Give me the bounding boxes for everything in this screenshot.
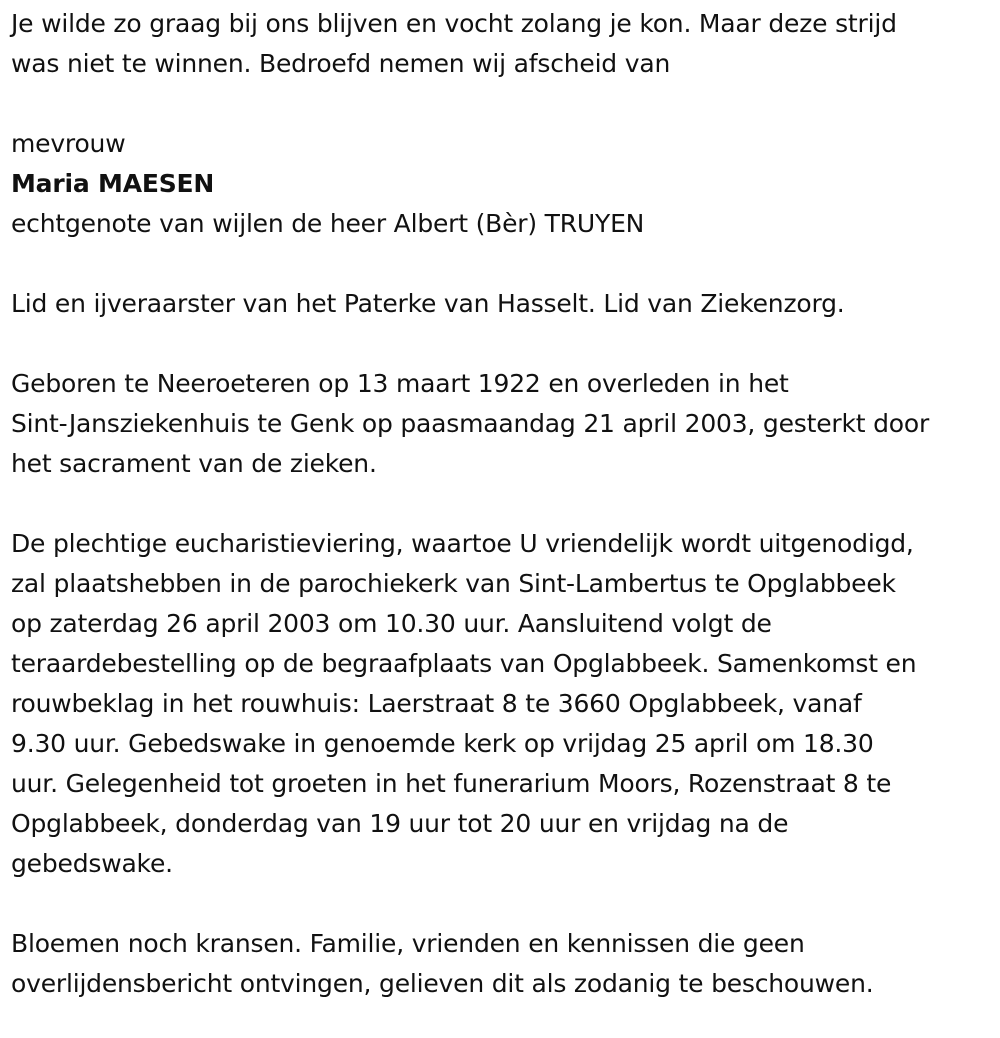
closing-paragraph: Bloemen noch kransen. Familie, vrienden en kennissen die geen overlijdensbericht ontvingen, gelieven dit als zodanig te beschouwen. (11, 929, 874, 998)
ceremony-paragraph: De plechtige eucharistieviering, waartoe U vriendelijk wordt uitgenodigd, zal plaatshebben in de parochiekerk van Sint-Lambertus te Opglabbeek op zaterdag 26 april 2003 om 10.30 uur. Aansluitend volgt de teraardebestelling op de begraafplaats van Opglabbeek. Samenkomst en rouwbeklag in het rouwhuis: Laerstraat 8 te 3660 Opglabbeek, vanaf 9.30 uur. Gebedswake in genoemde kerk op vrijdag 25 april om 18.30 uur. Gelegenheid tot groeten in het funerarium Moors, Rozenstraat 8 te Opglabbeek, donderdag van 19 uur tot 20 uur en vrijdag na de gebedswake. (11, 529, 917, 878)
birth-death-paragraph: Geboren te Neeroeteren op 13 maart 1922 en overleden in het Sint-Jansziekenhuis te Genk op paasmaandag 21 april 2003, gesterkt door het sacrament van de zieken. (11, 369, 930, 478)
memberships-paragraph: Lid en ijveraarster van het Paterke van Hasselt. Lid van Ziekenzorg. (11, 289, 845, 318)
salutation: mevrouw (11, 129, 126, 158)
spouse-line: echtgenote van wijlen de heer Albert (Bèr) TRUYEN (11, 209, 645, 238)
deceased-name: Maria MAESEN (11, 169, 215, 198)
intro-paragraph: Je wilde zo graag bij ons blijven en vocht zolang je kon. Maar deze strijd was niet te winnen. Bedroefd nemen wij afscheid van (11, 9, 897, 78)
obituary-notice (11, 4, 996, 1004)
